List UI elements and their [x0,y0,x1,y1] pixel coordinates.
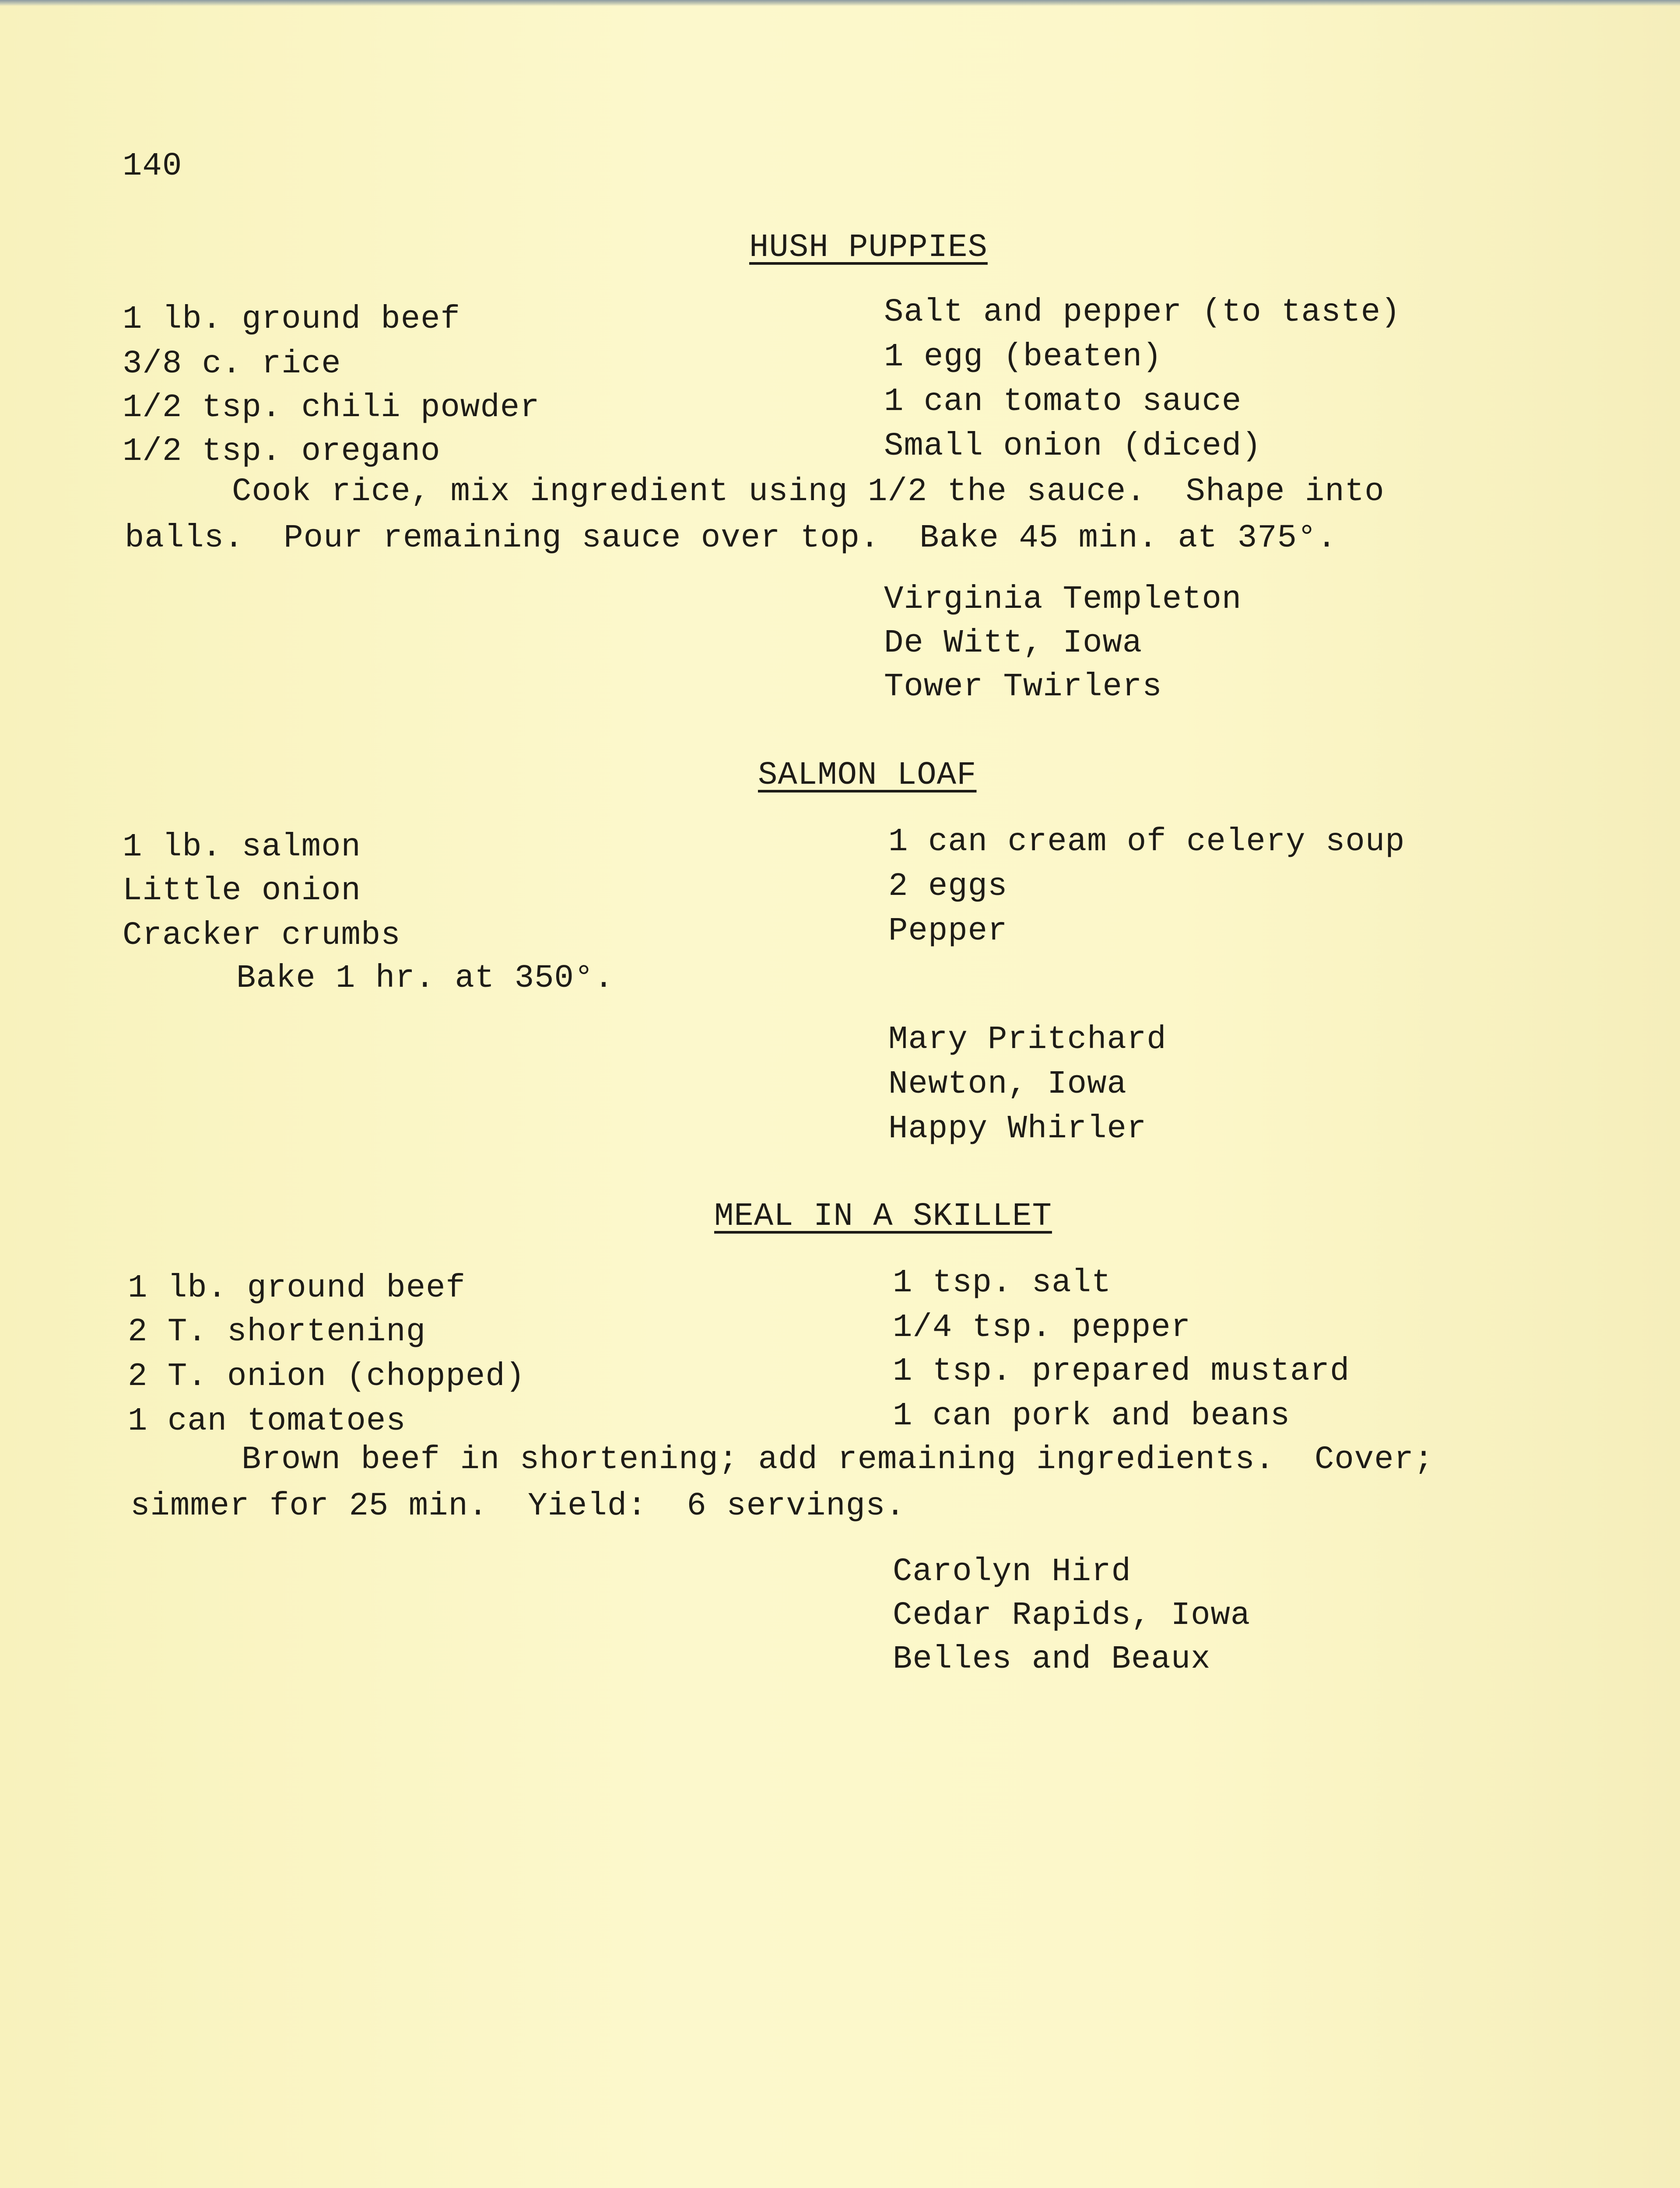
contributor-name: Virginia Templeton [884,581,1242,618]
contributor-club: Tower Twirlers [884,669,1162,705]
ingredient-right: 1 tsp. prepared mustard [893,1353,1350,1390]
directions-line: Brown beef in shortening; add remaining ingredients. Cover; [242,1441,1434,1478]
ingredient-left: 1 can tomatoes [128,1403,406,1440]
ingredient-right: 1 tsp. salt [893,1265,1112,1301]
ingredient-right: 1 can tomato sauce [884,383,1242,420]
ingredient-left: 1 lb. ground beef [128,1270,466,1307]
directions-line: balls. Pour remaining sauce over top. Bake 45 min. at 375°. [125,520,1337,557]
ingredient-left: 3/8 c. rice [123,346,341,382]
ingredient-left: 1/2 tsp. oregano [123,433,441,470]
directions-line: simmer for 25 min. Yield: 6 servings. [130,1488,905,1525]
ingredient-left: 2 T. shortening [128,1314,426,1350]
ingredient-left: 1 lb. ground beef [123,301,460,338]
ingredient-left: 1 lb. salmon [123,829,361,866]
contributor-location: Cedar Rapids, Iowa [893,1597,1251,1634]
page-top-edge [0,0,1680,6]
ingredient-right: 1/4 tsp. pepper [893,1309,1191,1346]
contributor-location: De Witt, Iowa [884,625,1143,662]
ingredient-right: 1 can pork and beans [893,1398,1291,1434]
ingredient-right: Small onion (diced) [884,428,1262,465]
ingredient-left: Little onion [123,873,361,909]
recipe-title-hush-puppies: HUSH PUPPIES [749,229,988,266]
contributor-name: Carolyn Hird [893,1553,1131,1590]
ingredient-left: 1/2 tsp. chili powder [123,389,540,426]
recipe-title-salmon-loaf: SALMON LOAF [758,757,977,794]
contributor-name: Mary Pritchard [888,1021,1167,1058]
ingredient-right: 1 egg (beaten) [884,339,1162,375]
directions-line: Cook rice, mix ingredient using 1/2 the sauce. Shape into [232,473,1385,510]
contributor-club: Happy Whirler [888,1111,1147,1147]
contributor-club: Belles and Beaux [893,1641,1211,1678]
directions-line: Bake 1 hr. at 350°. [236,960,614,997]
ingredient-right: Pepper [888,913,1008,950]
ingredient-left: Cracker crumbs [123,917,401,954]
ingredient-left: 2 T. onion (chopped) [128,1358,526,1395]
page-number: 140 [123,148,182,185]
ingredient-right: 1 can cream of celery soup [888,824,1405,860]
contributor-location: Newton, Iowa [888,1066,1127,1103]
recipe-title-meal-in-a-skillet: MEAL IN A SKILLET [714,1198,1052,1235]
ingredient-right: 2 eggs [888,868,1008,905]
ingredient-right: Salt and pepper (to taste) [884,294,1401,331]
